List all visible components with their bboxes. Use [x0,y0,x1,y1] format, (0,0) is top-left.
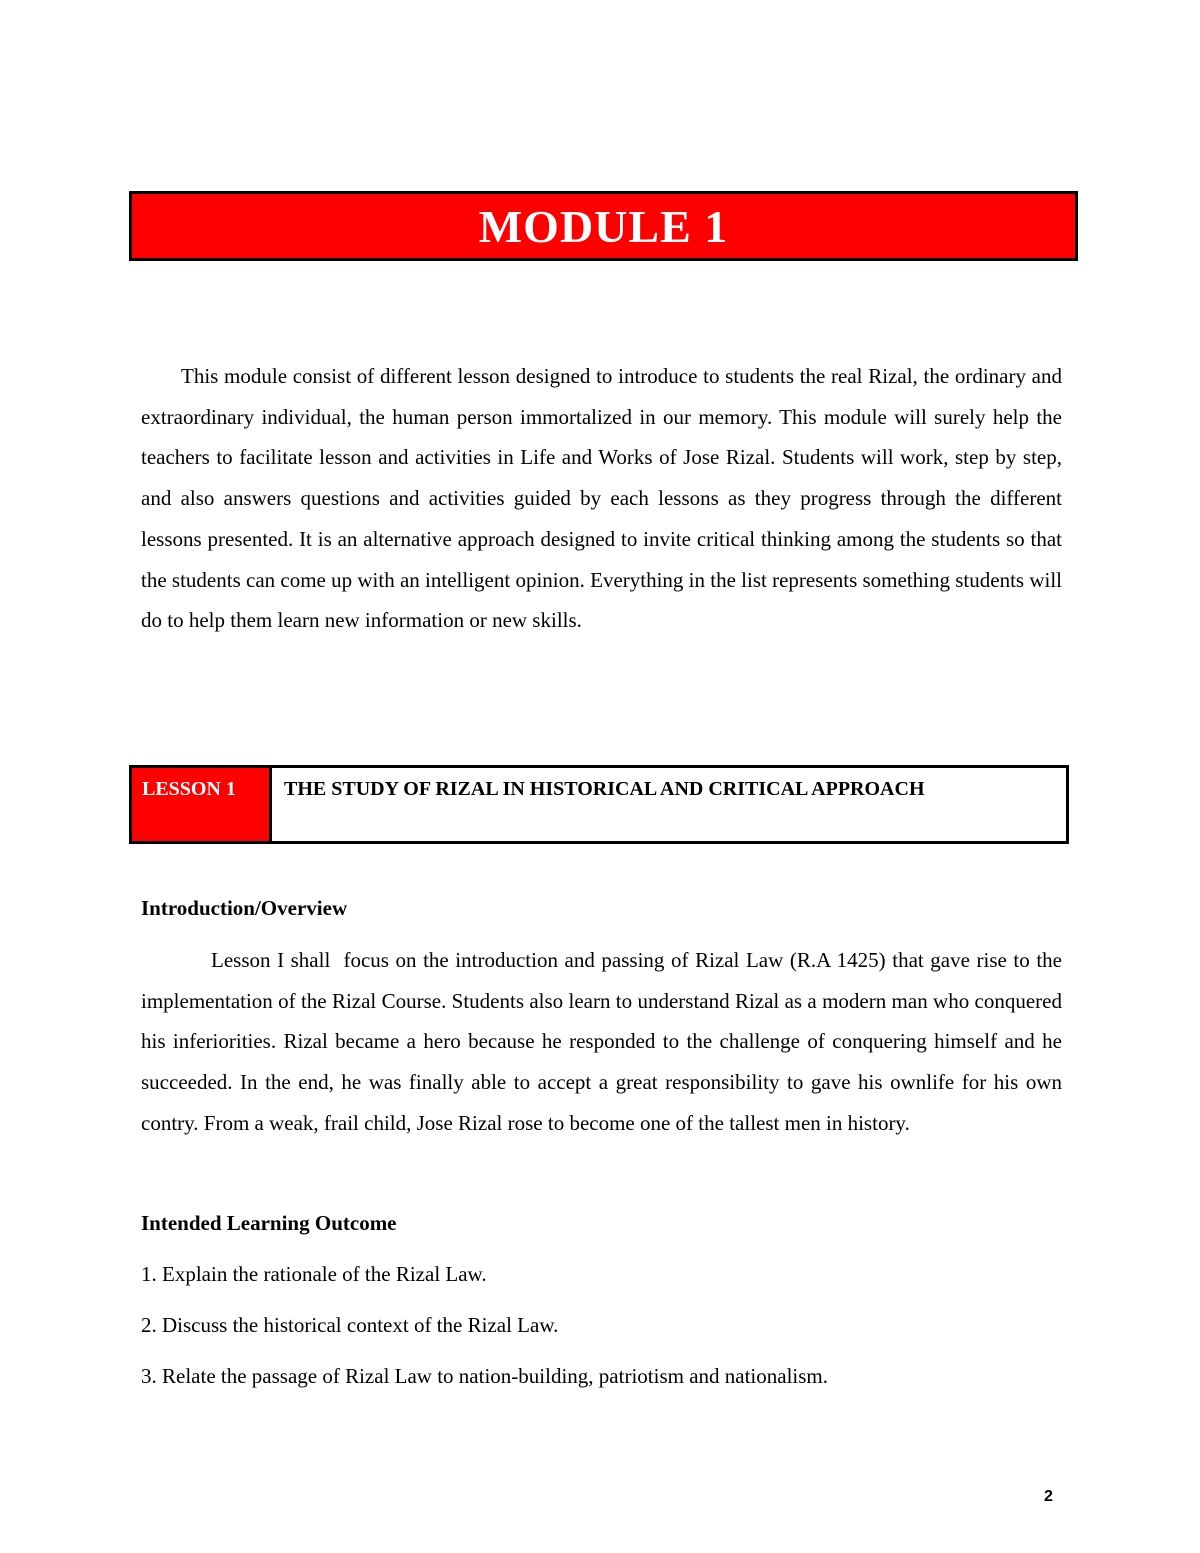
module-title: MODULE 1 [478,200,729,252]
lesson-label: LESSON 1 [142,778,236,800]
overview-paragraph: Lesson I shall focus on the introduction and passing of Rizal Law (R.A 1425) that gave rise to the implementation of the Rizal Course. Students also learn to understand Rizal as a modern man who conquered his inferiorities. Rizal became a hero because he responded to the challenge of conquering himself and he succeeded. In the end, he was finally able to accept a great responsibility to gave his ownlife for his own contry. From a weak, frail child, Jose Rizal rose to become one of the tallest men in history. [141,948,1068,1135]
lesson-title-cell [272,768,1066,841]
outcome-item: 3. Relate the passage of Rizal Law to nation-building, patriotism and nationalism. [141,1364,829,1388]
intro-paragraph: This module consist of different lesson designed to introduce to students the real Rizal, the ordinary and extraordinary individual, the human person immortalized in our memory. This module will surely help the teachers to facilitate lesson and activities in Life and Works of Jose Rizal. Students will work, step by step, and also answers questions and activities guided by each lessons as they progress through the different lessons presented. It is an alternative approach designed to invite critical thinking among the students so that the students can come up with an intelligent opinion. Everything in the list represents something students will do to help them learn new information or new skills. [141,364,1062,633]
overview-heading: Introduction/Overview [141,896,348,920]
lesson-title: THE STUDY OF RIZAL IN HISTORICAL AND CRITICAL APPROACH [284,778,925,800]
page-number: 2 [1044,1488,1053,1505]
lesson-header-box [129,765,1069,844]
outcome-item: 2. Discuss the historical context of the Rizal Law. [141,1313,559,1337]
lesson-label-cell [132,768,272,841]
outcomes-heading: Intended Learning Outcome [141,1211,397,1235]
outcome-item: 1. Explain the rationale of the Rizal Law. [141,1262,487,1286]
module-banner [129,191,1078,261]
